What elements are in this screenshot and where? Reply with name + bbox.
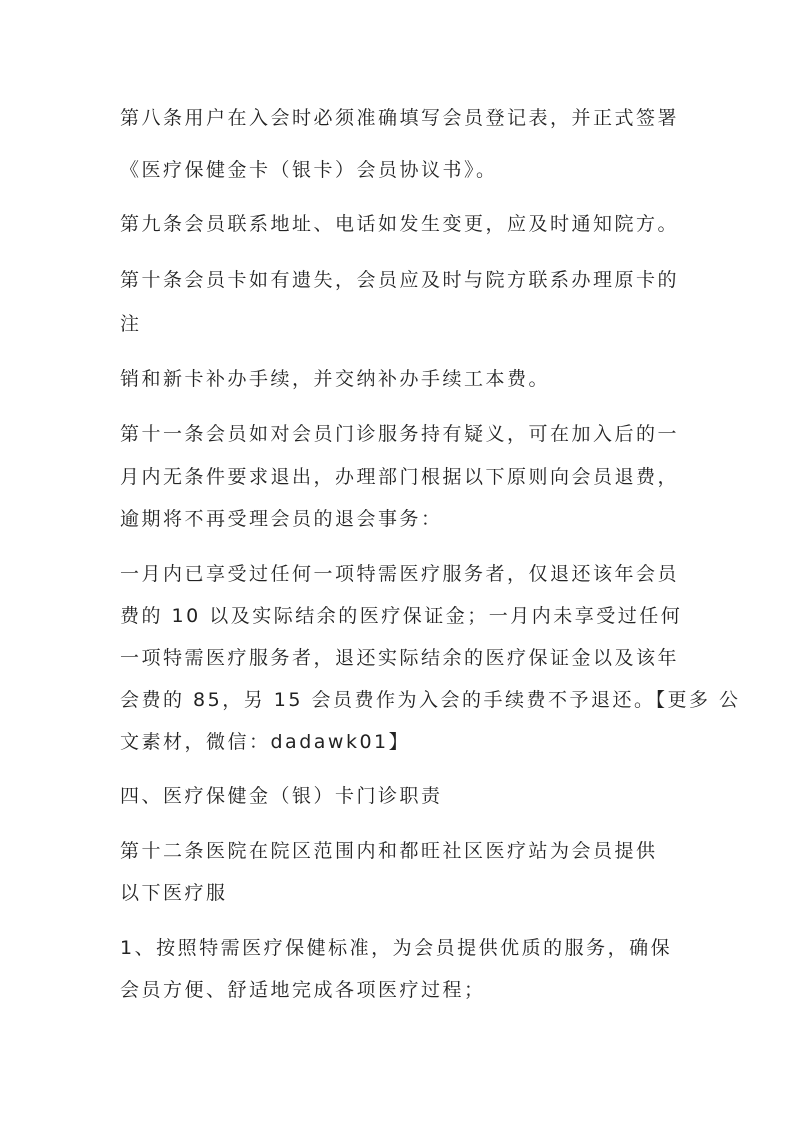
text-line-refund-rule-4: 会费的 85，另 15 会员费作为入会的手续费不予退还。【更多 公	[120, 689, 741, 711]
text-line-refund-rule-2: 费的 10 以及实际结余的医疗保证金；一月内未享受过任何	[120, 605, 683, 627]
text-line-agreement-title: 《医疗保健金卡（银卡）会员协议书》。	[120, 159, 498, 181]
text-line-refund-rule-5: 文素材，微信：dadawk01】	[120, 731, 411, 753]
text-line-article-10: 第十条会员卡如有遗失，会员应及时与院方联系办理原卡的	[120, 269, 680, 291]
text-line-article-9: 第九条会员联系地址、电话如发生变更，应及时通知院方。	[120, 213, 680, 235]
text-line-item-1: 1、按照特需医疗保健标准，为会员提供优质的服务，确保	[120, 937, 673, 959]
text-line-article-10-end: 销和新卡补办手续，并交纳补办手续工本费。	[120, 368, 551, 390]
text-line-refund-rule-3: 一项特需医疗服务者，退还实际结余的医疗保证金以及该年	[120, 647, 680, 669]
text-line-article-12: 第十二条医院在院区范围内和都旺社区医疗站为会员提供	[120, 840, 658, 862]
text-line-refund-rule-1: 一月内已享受过任何一项特需医疗服务者，仅退还该年会员	[120, 563, 680, 585]
text-line-article-11-cont: 月内无条件要求退出，办理部门根据以下原则向会员退费，	[120, 466, 680, 488]
text-line-article-10-cont: 注	[120, 313, 142, 335]
text-line-article-11: 第十一条会员如对会员门诊服务持有疑义，可在加入后的一	[120, 423, 680, 445]
text-line-article-12-cont: 以下医疗服	[120, 882, 228, 904]
section-heading-duties: 四、医疗保健金（银）卡门诊职责	[120, 785, 443, 807]
text-line-article-8: 第八条用户在入会时必须准确填写会员登记表，并正式签署	[120, 107, 680, 129]
text-line-item-1-cont: 会员方便、舒适地完成各项医疗过程；	[120, 979, 486, 1001]
text-line-article-11-end: 逾期将不再受理会员的退会事务：	[120, 508, 443, 530]
